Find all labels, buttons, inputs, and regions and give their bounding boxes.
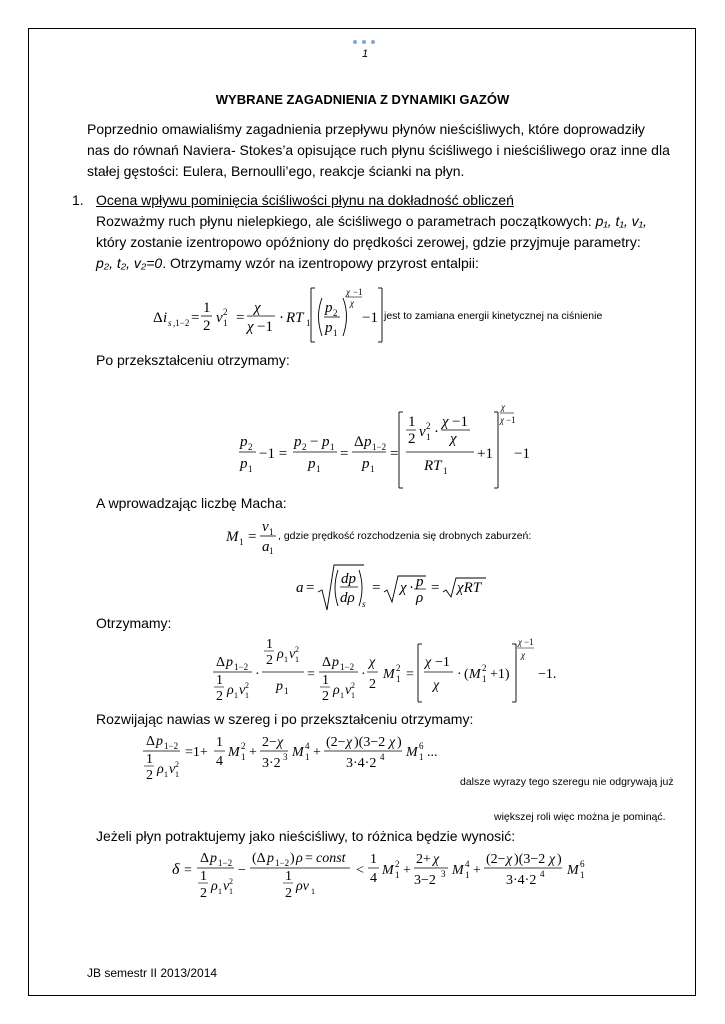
svg-text:ρ: ρ [227, 683, 234, 698]
equation-pressure-ratio [236, 400, 546, 496]
svg-text:Δ: Δ [322, 655, 332, 670]
svg-text:2: 2 [146, 768, 153, 783]
svg-text:+: + [403, 863, 411, 878]
svg-text:=: = [372, 580, 381, 596]
svg-text:1: 1 [218, 887, 222, 896]
svg-text:1: 1 [216, 735, 223, 750]
svg-text:1−2: 1−2 [164, 741, 179, 751]
svg-text:χ: χ [433, 852, 440, 867]
mach-note: , gdzie prędkość rozchodzenia się drobnych zaburzeń: [278, 530, 532, 542]
svg-text:...: ... [427, 745, 438, 760]
svg-text:=: = [236, 310, 245, 326]
svg-text:v: v [262, 519, 269, 535]
svg-text:χ: χ [369, 655, 376, 670]
series-note-2: większej roli więc można je pominąć. [494, 811, 666, 823]
svg-text:M: M [292, 745, 304, 760]
svg-text:+: + [473, 863, 481, 878]
svg-text:=: = [191, 310, 200, 326]
svg-text:p: p [332, 655, 339, 670]
page-number: 1 [361, 48, 369, 60]
svg-text:p: p [294, 434, 302, 450]
svg-text:χ: χ [425, 655, 432, 670]
svg-text:−1 =: −1 = [259, 446, 288, 462]
svg-text:Δ: Δ [216, 655, 226, 670]
svg-text:p: p [156, 734, 163, 749]
svg-text:2: 2 [200, 886, 207, 901]
svg-text:1: 1 [370, 464, 375, 474]
svg-text:χ: χ [442, 414, 449, 430]
svg-text:1: 1 [284, 655, 288, 664]
svg-text:v: v [239, 683, 246, 698]
svg-text:p: p [267, 851, 274, 866]
svg-text:−1: −1 [257, 319, 273, 335]
svg-text:·: · [255, 667, 260, 682]
svg-text:ρ: ρ [211, 879, 218, 894]
series-intro: Rozwijając nawias w szereg i po przekształceniu otrzymamy: [96, 711, 474, 727]
svg-text:2: 2 [245, 681, 249, 690]
section-line-2: który zostanie izentropowo opóźniony do prędkości zerowej, gdzie przyjmuje parametry: [96, 234, 641, 250]
svg-text:1−2: 1−2 [218, 858, 233, 868]
svg-text:χ: χ [549, 852, 556, 867]
svg-text:−1: −1 [506, 415, 516, 425]
svg-text:2: 2 [203, 318, 211, 334]
svg-text:Δ: Δ [153, 310, 163, 326]
svg-text:1: 1 [482, 674, 487, 684]
svg-text:χ: χ [247, 319, 254, 335]
svg-text:=: = [305, 851, 313, 866]
series-note-1: dalsze wyrazy tego szeregu nie odgrywają już [460, 776, 674, 788]
svg-text:Δ: Δ [354, 434, 364, 450]
svg-text:1: 1 [223, 318, 228, 328]
svg-text:): ) [557, 852, 562, 867]
svg-text:1: 1 [164, 770, 168, 779]
svg-text:M: M [452, 863, 464, 878]
svg-text:χ: χ [254, 300, 261, 316]
svg-text:3·2: 3·2 [262, 756, 281, 771]
svg-text:χ: χ [277, 735, 284, 750]
svg-text:−: − [310, 434, 319, 450]
svg-text:1: 1 [465, 870, 470, 880]
svg-text:(: ( [464, 667, 469, 682]
svg-text:2: 2 [216, 689, 223, 704]
svg-text:1−2: 1−2 [234, 662, 249, 672]
svg-text:p: p [416, 574, 424, 590]
intro-line-3: stałej gęstości: Eulera, Bernoulli’ego, reakcje ścianki na płyn. [87, 163, 465, 179]
svg-text:p: p [240, 434, 248, 450]
svg-text:2: 2 [408, 431, 416, 447]
svg-text:M: M [228, 745, 240, 760]
svg-text:i: i [163, 310, 168, 326]
svg-text:1: 1 [200, 869, 207, 884]
svg-text:4: 4 [305, 741, 310, 751]
svg-text:χ: χ [506, 852, 513, 867]
svg-text:1: 1 [269, 546, 274, 555]
svg-text:1: 1 [395, 870, 400, 880]
equation-sound-speed [294, 562, 504, 614]
svg-text:1: 1 [266, 637, 273, 652]
svg-text:3·4·2: 3·4·2 [346, 756, 377, 771]
svg-text:1: 1 [234, 691, 238, 700]
svg-text:dp: dp [341, 571, 356, 587]
svg-text:1: 1 [239, 537, 244, 547]
svg-text:M: M [226, 529, 239, 545]
svg-text:(2−: (2− [326, 735, 346, 750]
svg-text:1: 1 [306, 318, 311, 328]
svg-text:2: 2 [285, 886, 292, 901]
svg-text:δ: δ [172, 861, 180, 878]
equation-enthalpy-note: jest to zamiana energii kinetycznej na ciśnienie [384, 310, 603, 322]
svg-text:=1+: =1+ [185, 745, 208, 760]
section-number: 1. [72, 192, 84, 208]
svg-text:p: p [210, 851, 217, 866]
svg-text:2: 2 [248, 442, 253, 452]
svg-text:χ: χ [518, 637, 522, 647]
svg-text:4: 4 [380, 752, 385, 762]
svg-text:·: · [361, 667, 366, 682]
svg-text:4: 4 [216, 754, 223, 769]
svg-text:): ) [397, 735, 402, 750]
section-line-3-text: . Otrzymamy wzór na izentropowy przyrost entalpii: [162, 255, 479, 271]
svg-text:−1: −1 [514, 446, 530, 462]
svg-text:v: v [345, 683, 352, 698]
svg-text:1: 1 [443, 466, 448, 476]
intro-line-1: Poprzednio omawialiśmy zagadnienia przepływu płynów nieściśliwych, które doprowadziły [87, 121, 645, 137]
svg-text:1: 1 [175, 770, 179, 779]
equation-incompressible-difference [170, 846, 610, 904]
svg-text:p: p [240, 456, 248, 472]
svg-text:ρ: ρ [416, 590, 424, 606]
svg-text:(Δ: (Δ [252, 851, 266, 866]
svg-text:−1: −1 [524, 637, 534, 647]
svg-text:1−2: 1−2 [372, 442, 387, 452]
incompressible-intro: Jeżeli płyn potraktujemy jako nieściśliwy, to różnica będzie wynosić: [96, 828, 516, 844]
page-ornament [350, 40, 380, 46]
svg-text:2: 2 [482, 663, 487, 673]
intro-line-2: nas do równań Naviera- Stokes’a opisujące ruch płynu ściśliwego i nieściśliwego oraz inne dla [87, 142, 670, 158]
section-line-1-params: p₁, t₁, v₁, [595, 213, 647, 229]
result-label: Otrzymamy: [96, 615, 172, 631]
equation-mach-relation [210, 632, 570, 708]
svg-text:6: 6 [580, 859, 585, 869]
svg-text:=: = [390, 446, 399, 462]
svg-text:p: p [362, 456, 370, 472]
section-heading: Ocena wpływu pominięcia ściśliwości płynu na dokładność obliczeń [96, 192, 514, 208]
mach-intro: A wprowadzając liczbę Macha: [96, 495, 287, 511]
svg-text:·: · [434, 424, 439, 440]
svg-text:a: a [296, 580, 304, 596]
svg-text:1: 1 [426, 432, 431, 442]
svg-text:4: 4 [370, 871, 377, 886]
svg-text:M: M [469, 667, 481, 682]
svg-text:χ: χ [400, 580, 407, 596]
svg-text:1: 1 [311, 887, 315, 896]
svg-text:a: a [262, 539, 270, 555]
svg-text:−: − [238, 863, 246, 878]
equation-series [140, 729, 470, 785]
svg-text:2: 2 [266, 653, 273, 668]
svg-text:1: 1 [333, 328, 338, 338]
section-line-3 [96, 253, 479, 274]
svg-text:1: 1 [203, 300, 211, 316]
svg-text:,1−2: ,1−2 [173, 318, 190, 328]
svg-text:p: p [308, 456, 316, 472]
svg-text:2: 2 [241, 741, 246, 751]
svg-text:v: v [216, 310, 223, 326]
svg-text:−1: −1 [362, 310, 378, 326]
svg-text:4: 4 [465, 859, 470, 869]
svg-text:dρ: dρ [340, 590, 355, 606]
svg-text:ρv: ρv [296, 879, 309, 894]
document-title: WYBRANE ZAGADNIENIA Z DYNAMIKI GAZÓW [215, 92, 510, 107]
svg-text:v: v [169, 762, 176, 777]
svg-text:1: 1 [580, 870, 585, 880]
svg-text:+1): +1) [490, 667, 510, 682]
svg-text:1: 1 [284, 686, 289, 696]
footer: JB semestr II 2013/2014 [87, 966, 218, 980]
svg-text:χ: χ [500, 415, 504, 425]
svg-text:<: < [356, 863, 364, 878]
svg-text:χ: χ [450, 431, 457, 447]
svg-text:3·4·2: 3·4·2 [506, 873, 537, 888]
svg-text:2: 2 [333, 308, 338, 318]
svg-text:const: const [316, 851, 346, 866]
svg-text:χ: χ [389, 735, 396, 750]
svg-text:v: v [289, 647, 296, 662]
svg-text:): ) [290, 851, 295, 866]
svg-text:2: 2 [223, 307, 228, 317]
svg-text:χ: χ [346, 735, 353, 750]
svg-text:p: p [325, 300, 333, 316]
svg-text:1: 1 [305, 752, 310, 762]
svg-text:χ: χ [350, 298, 354, 308]
svg-text:=: = [307, 667, 315, 682]
svg-text:−1: −1 [435, 655, 450, 670]
svg-text:)(3−2: )(3−2 [514, 852, 546, 867]
svg-text:3: 3 [441, 869, 446, 879]
svg-text:=: = [406, 667, 414, 682]
svg-text:1: 1 [419, 752, 424, 762]
svg-text:2: 2 [322, 689, 329, 704]
svg-text:+: + [249, 745, 257, 760]
svg-text:2: 2 [175, 760, 179, 769]
svg-text:ρ: ρ [157, 762, 164, 777]
svg-text:M: M [383, 667, 395, 682]
svg-text:=: = [340, 446, 349, 462]
svg-text:·: · [457, 667, 462, 682]
section-line-1-text: Rozważmy ruch płynu nielepkiego, ale ściśliwego o parametrach początkowych: [96, 213, 596, 229]
svg-text:1: 1 [396, 674, 401, 684]
svg-text:=: = [431, 580, 440, 596]
svg-text:4: 4 [540, 869, 545, 879]
svg-text:χ: χ [433, 678, 440, 693]
section-line-3-params: p₂, t₂, v₂=0 [96, 255, 163, 271]
svg-text:p: p [322, 434, 330, 450]
svg-text:6: 6 [419, 741, 424, 751]
svg-text:1: 1 [248, 464, 253, 474]
svg-text:·: · [279, 310, 284, 326]
svg-text:+1: +1 [477, 446, 493, 462]
transform-label: Po przekształceniu otrzymamy: [96, 352, 290, 368]
svg-text:1: 1 [285, 869, 292, 884]
equation-mach-number [224, 517, 284, 555]
svg-text:=: = [306, 580, 315, 596]
svg-text:M: M [567, 863, 579, 878]
svg-text:v: v [223, 879, 230, 894]
svg-text:1: 1 [269, 527, 274, 537]
svg-text:p: p [226, 655, 233, 670]
svg-text:1−2: 1−2 [340, 662, 355, 672]
equation-enthalpy [150, 284, 390, 346]
svg-text:2: 2 [295, 645, 299, 654]
svg-text:1: 1 [330, 442, 335, 452]
svg-text:=: = [248, 529, 257, 545]
svg-text:ρ: ρ [333, 683, 340, 698]
svg-text:ρ: ρ [277, 647, 284, 662]
svg-text:3: 3 [283, 752, 288, 762]
svg-text:3−2: 3−2 [414, 873, 436, 888]
svg-text:2: 2 [351, 681, 355, 690]
svg-text:2: 2 [396, 663, 401, 673]
svg-text:M: M [382, 863, 394, 878]
svg-text:Δ: Δ [146, 734, 156, 749]
svg-text:RT: RT [286, 310, 304, 326]
svg-text:χ: χ [346, 287, 350, 297]
svg-text:1: 1 [245, 691, 249, 700]
svg-text:1: 1 [340, 691, 344, 700]
svg-text:·: · [409, 580, 414, 596]
svg-text:RT: RT [424, 458, 442, 474]
svg-text:−1.: −1. [538, 667, 557, 682]
svg-text:1: 1 [370, 852, 377, 867]
svg-text:2: 2 [395, 859, 400, 869]
svg-text:Δ: Δ [200, 851, 210, 866]
svg-text:χ: χ [501, 402, 505, 412]
svg-text:2: 2 [229, 877, 233, 886]
svg-text:v: v [419, 424, 426, 440]
svg-text:χRT: χRT [457, 580, 482, 596]
svg-text:χ: χ [521, 650, 525, 660]
svg-text:)(3−2: )(3−2 [354, 735, 386, 750]
svg-text:1: 1 [146, 752, 153, 767]
section-line-1 [96, 211, 647, 232]
svg-text:1: 1 [408, 414, 416, 430]
svg-text:−1: −1 [353, 287, 363, 297]
svg-text:2: 2 [302, 442, 307, 452]
svg-text:1: 1 [322, 673, 329, 688]
svg-text:1: 1 [229, 887, 233, 896]
svg-text:1: 1 [316, 464, 321, 474]
svg-text:ρ: ρ [296, 851, 303, 866]
svg-text:M: M [406, 745, 418, 760]
svg-text:s: s [168, 318, 172, 328]
svg-text:2−: 2− [262, 735, 277, 750]
svg-text:1: 1 [295, 655, 299, 664]
svg-text:(2−: (2− [486, 852, 506, 867]
svg-text:1−2: 1−2 [275, 858, 290, 868]
svg-text:−1: −1 [452, 414, 468, 430]
svg-text:2+: 2+ [416, 852, 431, 867]
svg-text:1: 1 [351, 691, 355, 700]
svg-text:2: 2 [369, 677, 376, 692]
svg-text:1: 1 [216, 673, 223, 688]
svg-text:=: = [184, 863, 192, 878]
svg-text:+: + [313, 745, 321, 760]
svg-text:p: p [325, 320, 333, 336]
svg-text:p: p [364, 434, 372, 450]
svg-text:p: p [276, 679, 283, 694]
svg-text:2: 2 [426, 421, 431, 431]
svg-text:s: s [362, 599, 366, 609]
svg-text:1: 1 [241, 752, 246, 762]
